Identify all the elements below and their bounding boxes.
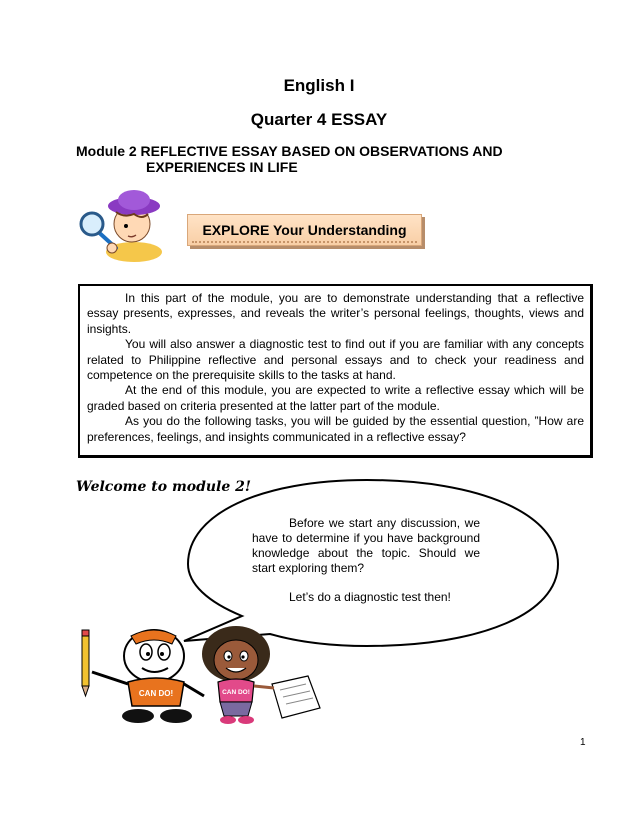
- page-number: 1: [580, 737, 586, 748]
- bubble-paragraph-1: Before we start any discussion, we have to determine if you have background knowledge about the topic. Should we start exploring them?: [252, 516, 480, 575]
- kid-hat-top: [118, 190, 150, 210]
- girl-skirt: [220, 702, 252, 716]
- magnifier-glass-icon: [81, 213, 103, 235]
- intro-paragraph: At the end of this module, you are expected to write a reflective essay which will be graded based on criteria presented at the latter part of the module.: [87, 383, 584, 413]
- speech-bubble-text: [252, 516, 480, 605]
- pencil-icon: [82, 636, 89, 686]
- girl-face: [214, 640, 258, 680]
- boy-shirt-badge: CAN DO!: [138, 689, 174, 698]
- girl-shirt-badge: CAN DO!: [222, 689, 250, 696]
- intro-paragraph: You will also answer a diagnostic test to find out if you are familiar with any concepts related to Philippine reflective and personal essays and to check your readiness and competence on the prerequisite skills to the tasks at hand.: [87, 337, 584, 383]
- explore-heading-box: [187, 214, 422, 246]
- bubble-paragraph-2: Let’s do a diagnostic test then!: [289, 590, 451, 604]
- welcome-heading: Welcome to module 2!: [76, 479, 252, 495]
- girl-shoe-left: [220, 716, 236, 724]
- explorer-kid-illustration: [76, 186, 176, 266]
- boy-eye-right: [158, 644, 170, 660]
- module-title-line2: EXPERIENCES IN LIFE: [146, 159, 298, 175]
- girl-pupil-right: [241, 655, 244, 658]
- boy-shoe-right: [160, 709, 192, 723]
- subject-title: English I: [283, 76, 355, 95]
- girl-arm: [254, 686, 274, 688]
- boy-pupil-left: [146, 652, 150, 656]
- module-title: [76, 143, 556, 175]
- intro-paragraph: As you do the following tasks, you will be guided by the essential question, ”How are preferences, feelings, and insights communicated in a reflective essay?: [87, 414, 584, 444]
- boy-shoe-left: [122, 709, 154, 723]
- module-title-line1: Module 2 REFLECTIVE ESSAY BASED ON OBSERVATIONS AND: [76, 143, 503, 159]
- boy-eye-left: [140, 644, 152, 660]
- intro-text-box: [78, 284, 593, 458]
- boy-pupil-right: [160, 652, 164, 656]
- kid-hand: [107, 243, 117, 253]
- boy-arm-right: [184, 684, 204, 696]
- paper-sheet-icon: [272, 676, 320, 718]
- intro-paragraph: In this part of the module, you are to demonstrate understanding that a reflective essay presents, expresses, and reveals the writer’s personal feelings, thoughts, views and insights.: [87, 291, 584, 336]
- mascots-illustration: [76, 626, 326, 726]
- girl-pupil-left: [227, 655, 230, 658]
- kid-eye: [124, 224, 128, 228]
- boy-arm: [92, 672, 128, 684]
- pencil-eraser: [82, 630, 89, 636]
- dotted-underline: [192, 241, 417, 243]
- pencil-tip: [82, 686, 89, 696]
- explore-heading: EXPLORE Your Understanding: [202, 222, 407, 238]
- girl-shoe-right: [238, 716, 254, 724]
- quarter-title: Quarter 4 ESSAY: [250, 110, 388, 129]
